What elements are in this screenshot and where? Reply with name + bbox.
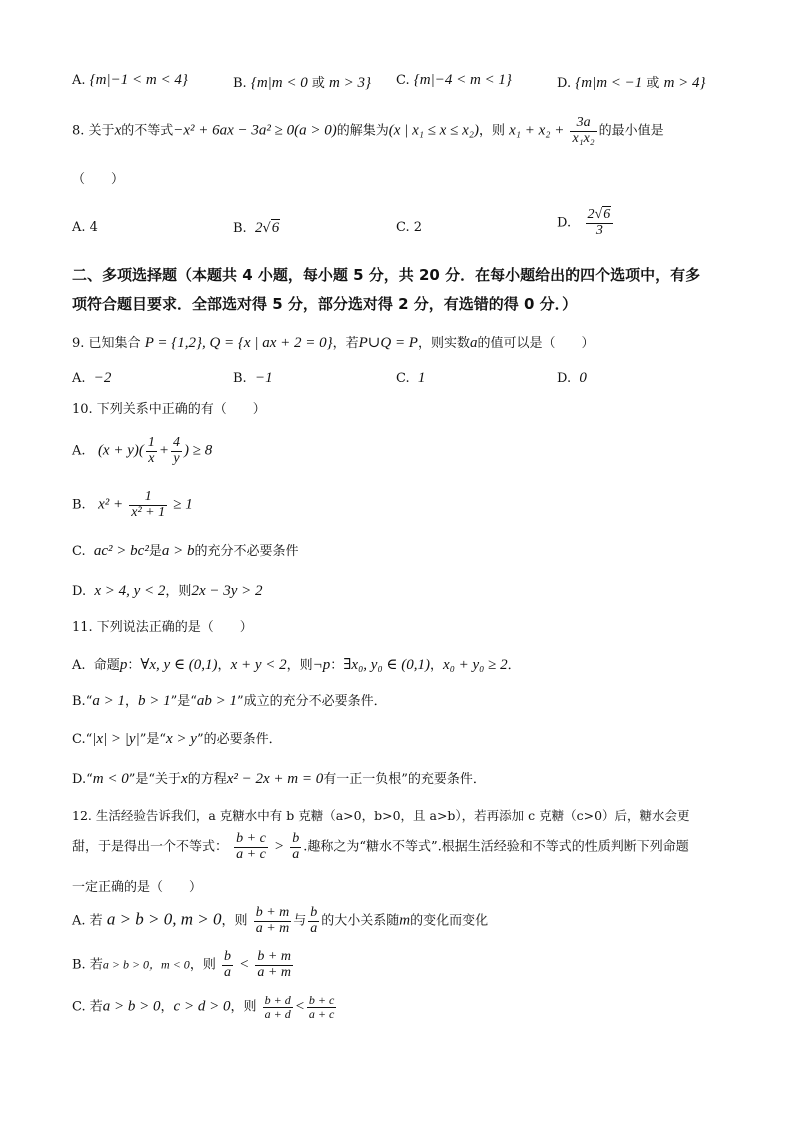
q8-option-b: B. 2√6	[233, 220, 280, 236]
q7-option-d: D. {m|m < −1 或 m > 4}	[557, 75, 706, 91]
q7-option-c: C. {m|−4 < m < 1}	[396, 72, 512, 88]
q8-stem: 8. 关于x的不等式−x² + 6ax − 3a² ≥ 0(a > 0)的解集为(x | x₁ ≤ x ≤ x₂)，则 x₁ + x₂ + $\frac{3a}{\text{x₁x₂}}$ 的最小值是	[72, 115, 664, 146]
q7-option-a: A. {m|−1 < m < 4}	[72, 72, 188, 88]
q9-option-a: A. −2	[72, 370, 112, 386]
q11-stem: 11. 下列说法正确的是（ ）	[72, 620, 253, 635]
q12-option-b: B. 若a > b > 0，m < 0，则 $\frac{b}{a}$ < $\frac{b + m}{a + m}$	[72, 949, 291, 980]
q12-stem-line2: 甜，于是得出一个不等式： $\frac{b + c}{a + c}$ > $\frac{b}{a}$ .趣称之为“糖水不等式”.根据生活经验和不等式的性质判断下列命题	[72, 831, 689, 862]
q9-stem: 9. 已知集合 P = {1,2}, Q = {x | ax + 2 = 0}，若P∪Q = P，则实数a的值可以是（ ）	[72, 335, 595, 351]
q10-stem: 10. 下列关系中正确的有（ ）	[72, 402, 266, 417]
q8-answer-paren: （ ）	[72, 172, 125, 187]
q12-stem-line1: 12. 生活经验告诉我们，a 克糖水中有 b 克糖（a>0，b>0，且 a>b），若再添加 c 克糖（c>0）后，糖水会更	[72, 808, 690, 823]
q11-option-d: D.“m < 0”是“关于x的方程x² − 2x + m = 0有一正一负根”的充要条件．	[72, 771, 486, 787]
q7-option-b: B. {m|m < 0 或 m > 3}	[233, 75, 371, 91]
q8-fraction: $\frac{3a}{\text{x₁x₂}}$	[572, 115, 595, 146]
q10-option-b: B. x² + $\frac{1}{\text{x² + 1}}$ ≥ 1	[72, 489, 193, 520]
q8-option-a: A. 4	[72, 220, 98, 235]
q12-option-c: C. 若a > b > 0，c > d > 0，则 $\frac{b + d}{a + d}$ < $\frac{b + c}{a + c}$	[72, 993, 335, 1021]
q9-option-d: D. 0	[557, 370, 587, 386]
q7-option-a-math: {m|−1 < m < 4}	[89, 72, 188, 88]
q9-option-b: B. −1	[233, 370, 273, 386]
q11-option-a: A. 命题p：∀x, y ∈ (0,1)，x + y < 2，则¬p：∃x₀, y₀ ∈ (0,1)，x₀ + y₀ ≥ 2．	[72, 657, 521, 673]
q12-stem-line3: 一定正确的是（ ）	[72, 880, 203, 895]
section2-heading-line1: 二、多项选择题（本题共 4 小题，每小题 5 分，共 20 分．在每小题给出的四个选项中，有多	[72, 266, 701, 284]
q11-option-c: C.“|x| > |y|”是“x > y”的必要条件．	[72, 731, 282, 747]
q12-option-a: A. 若 a > b > 0, m > 0，则 $\frac{b + m}{a + m}$ 与 $\frac{b}{a}$ 的大小关系随m的变化而变化	[72, 905, 489, 936]
q8-option-c: C. 2	[396, 220, 423, 235]
q8-option-d: D. $\frac{2√6}{3}$	[557, 208, 615, 238]
section2-heading-line2: 项符合题目要求．全部选对得 5 分，部分选对得 2 分，有选错的得 0 分．）	[72, 295, 578, 313]
q9-option-c: C. 1	[396, 370, 426, 386]
q11-option-b: B.“a > 1，b > 1”是“ab > 1”成立的充分不必要条件．	[72, 693, 387, 709]
q10-option-c: C. ac² > bc²是a > b的充分不必要条件	[72, 543, 299, 559]
q10-option-d: D. x > 4, y < 2，则2x − 3y > 2	[72, 583, 263, 599]
q10-option-a: A. (x + y)( $\frac{1}{x}$ + $\frac{4}{y}$ ) ≥ 8	[72, 435, 213, 466]
q8-option-d-fraction: $\frac{2√6}{3}$	[586, 208, 614, 238]
